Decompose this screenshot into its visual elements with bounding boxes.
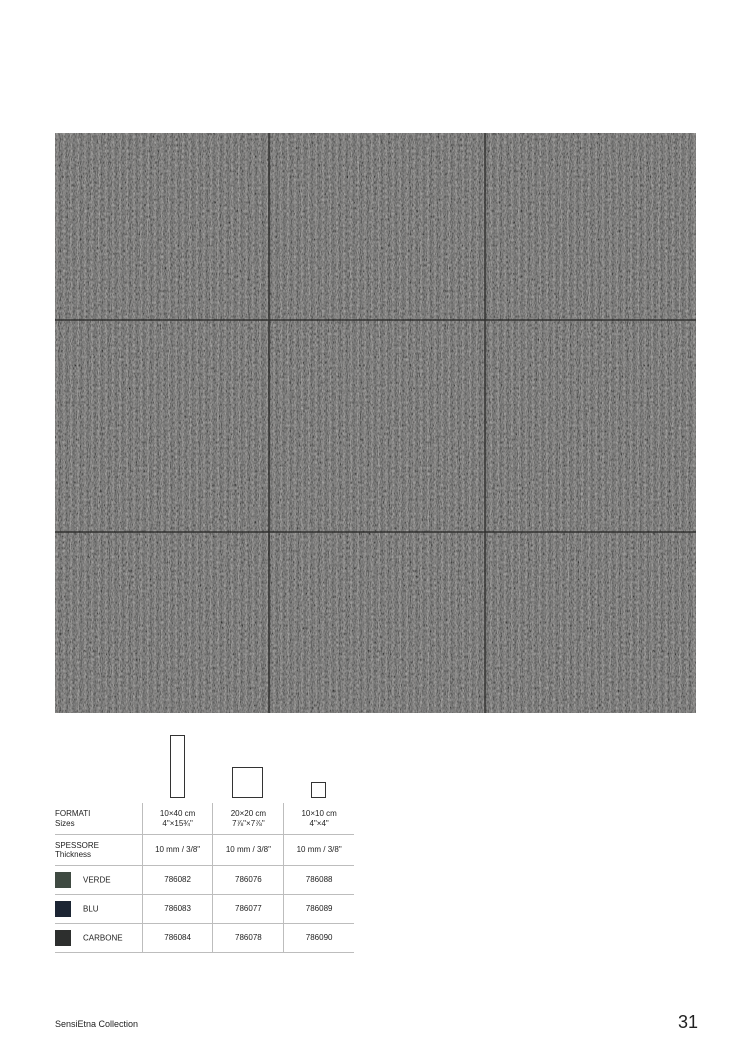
size-inch: 4"×15¾" bbox=[162, 818, 193, 828]
tile-texture-photo bbox=[55, 133, 696, 713]
product-code: 786083 bbox=[142, 895, 213, 924]
specs-table bbox=[55, 803, 354, 953]
thickness-label: SPESSORE bbox=[55, 840, 100, 850]
color-swatch-carbone bbox=[55, 930, 71, 946]
product-code: 786084 bbox=[142, 924, 213, 953]
product-code: 786090 bbox=[284, 924, 354, 953]
tile-10x40-icon bbox=[170, 735, 185, 798]
color-row-carbone bbox=[55, 924, 354, 953]
color-label-cell bbox=[55, 924, 142, 953]
color-name: BLU bbox=[83, 904, 99, 914]
color-label-cell bbox=[55, 866, 142, 895]
product-code: 786089 bbox=[284, 895, 354, 924]
thickness-row bbox=[55, 835, 354, 866]
size-cm: 20×20 cm bbox=[230, 809, 267, 819]
sizes-sublabel: Sizes bbox=[55, 818, 75, 828]
size-cm: 10×10 cm bbox=[301, 809, 337, 819]
collection-name: SensiEtna Collection bbox=[55, 1019, 139, 1029]
product-code: 786078 bbox=[213, 924, 284, 953]
sizes-label-cell bbox=[55, 803, 142, 835]
tile-format-icons bbox=[55, 735, 355, 801]
size-cell bbox=[284, 803, 354, 835]
product-code: 786088 bbox=[284, 866, 354, 895]
color-swatch-verde bbox=[55, 872, 71, 888]
size-inch: 7⅞"×7⅞" bbox=[232, 818, 265, 828]
tile-texture-image bbox=[55, 133, 696, 713]
color-swatch-blu bbox=[55, 901, 71, 917]
thickness-sublabel: Thickness bbox=[55, 850, 92, 859]
sizes-label: FORMATI bbox=[55, 809, 91, 819]
tile-10x10-icon bbox=[311, 782, 326, 798]
product-code: 786076 bbox=[213, 866, 284, 895]
thickness-value: 10 mm / 3/8" bbox=[284, 835, 354, 866]
size-inch: 4"×4" bbox=[309, 818, 329, 828]
thickness-label-cell bbox=[55, 835, 142, 866]
size-cm: 10×40 cm bbox=[159, 809, 196, 819]
color-name: VERDE bbox=[83, 875, 111, 885]
tile-20x20-icon bbox=[232, 767, 263, 798]
product-code: 786082 bbox=[142, 866, 213, 895]
thickness-value: 10 mm / 3/8" bbox=[142, 835, 213, 866]
color-row-verde bbox=[55, 866, 354, 895]
product-code: 786077 bbox=[213, 895, 284, 924]
sizes-row bbox=[55, 803, 354, 835]
page-number: 31 bbox=[677, 1012, 698, 1032]
color-row-blu bbox=[55, 895, 354, 924]
thickness-value: 10 mm / 3/8" bbox=[213, 835, 284, 866]
size-cell bbox=[213, 803, 284, 835]
color-name: CARBONE bbox=[83, 933, 123, 943]
size-cell bbox=[142, 803, 213, 835]
color-label-cell bbox=[55, 895, 142, 924]
